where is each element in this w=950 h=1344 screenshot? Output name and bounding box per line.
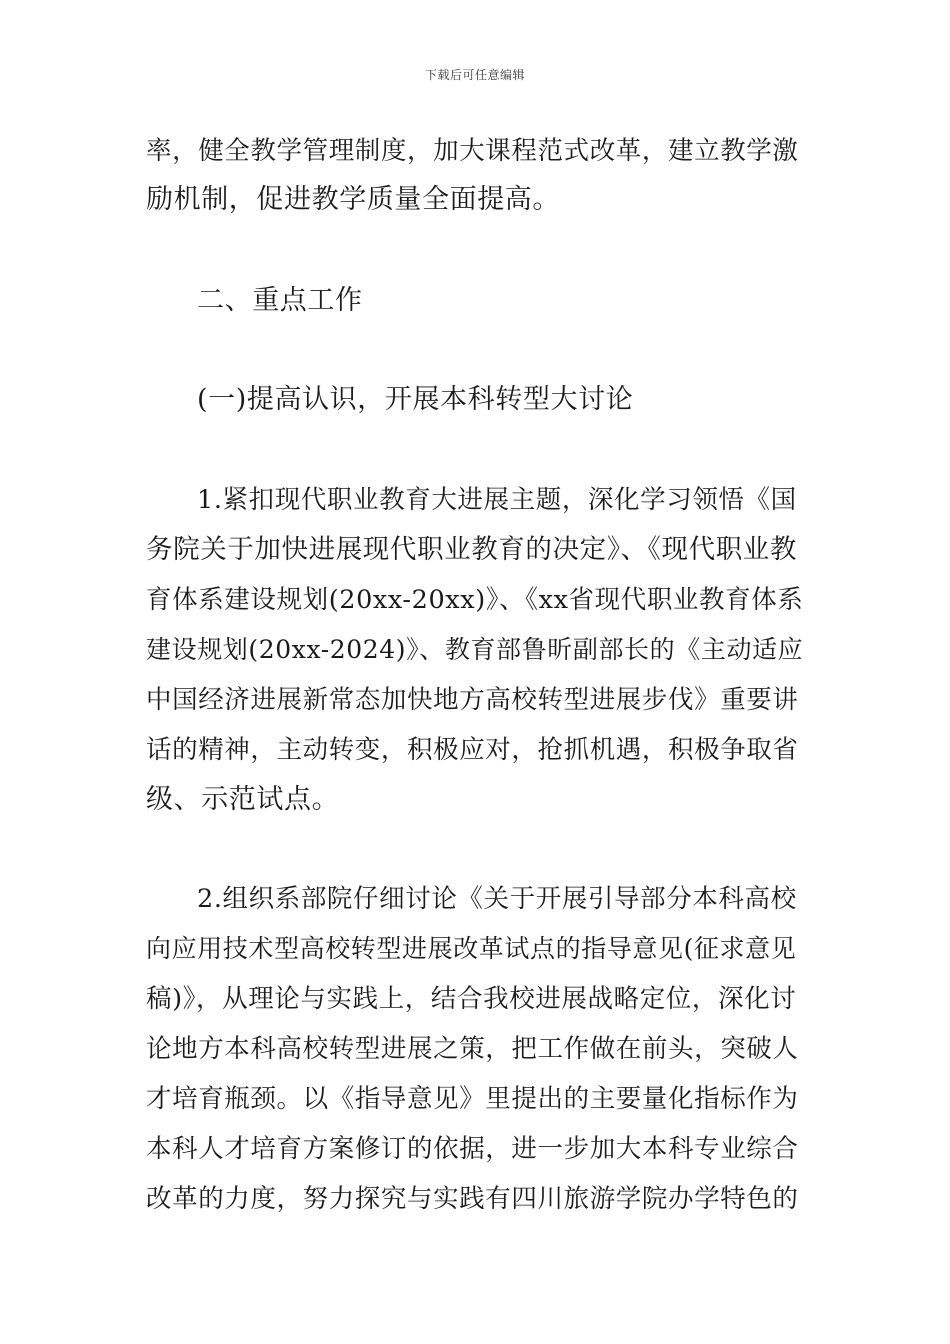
item2-line1: 2.组织系部院仔细讨论《关于开展引导部分本科高校	[197, 884, 797, 914]
item2-line5: 才培育瓶颈。以《指导意见》里提出的主要量化指标作为	[146, 1084, 799, 1114]
item2-line7: 改革的力度，努力探究与实践有四川旅游学院办学特色的	[146, 1184, 799, 1214]
item1-line7: 级、示范试点。	[146, 784, 340, 815]
section-heading: 二、重点工作	[197, 285, 363, 316]
item1-line6: 话的精神，主动转变，积极应对，抢抓机遇，积极争取省	[146, 735, 799, 765]
subsection-heading: (一)提高认识，开展本科转型大讨论	[197, 384, 634, 415]
item2-line6: 本科人才培育方案修订的依据，进一步加大本科专业综合	[146, 1134, 799, 1164]
item1-line2: 务院关于加快进展现代职业教育的决定》、《现代职业教	[146, 534, 797, 565]
item1-line1: 1.紧扣现代职业教育大进展主题，深化学习领悟《国	[197, 485, 797, 515]
header-note: 下载后可任意编辑	[424, 68, 525, 82]
item2-line2: 向应用技术型高校转型进展改革试点的指导意见(征求意见	[146, 934, 797, 963]
item1-line5: 中国经济进展新常态加快地方高校转型进展步伐》重要讲	[146, 685, 799, 715]
item2-line4: 论地方本科高校转型进展之策，把工作做在前头，突破人	[146, 1034, 799, 1064]
item2-line3: 稿)》，从理论与实践上，结合我校进展战略定位，深化讨	[146, 984, 797, 1014]
para1-line2: 励机制，促进教学质量全面提高。	[146, 184, 560, 215]
para1-line1: 率，健全教学管理制度，加大课程范式改革，建立教学激	[146, 136, 799, 166]
item1-line4: 建设规划(20xx-2024)》、教育部鲁昕副部长的《主动适应	[146, 635, 804, 664]
item1-line3: 育体系建设规划(20xx-20xx)》、《xx省现代职业教育体系	[146, 585, 804, 615]
